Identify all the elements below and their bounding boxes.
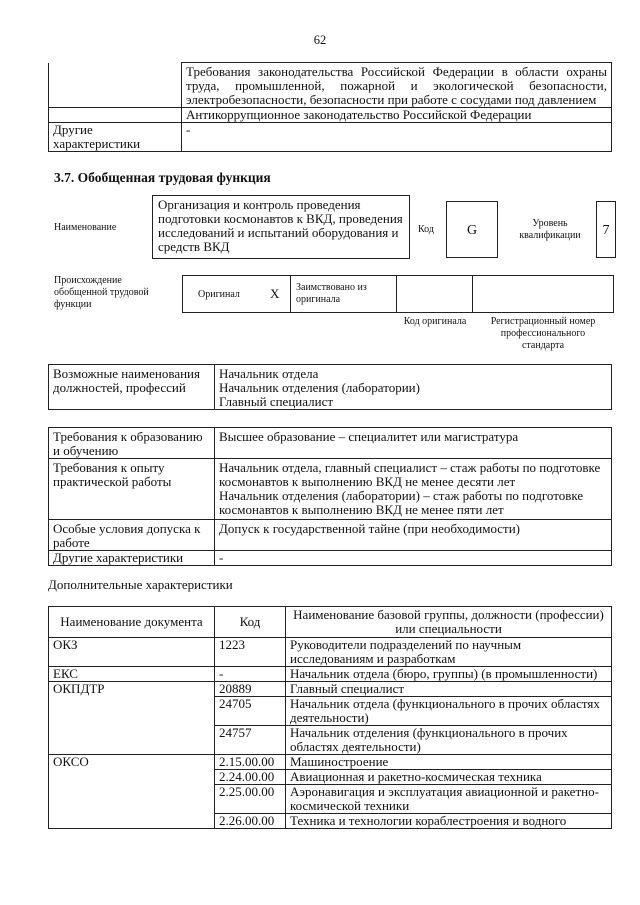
qualification-level-box (596, 201, 616, 258)
top-table-blank-cell (49, 63, 182, 108)
row-doc (49, 814, 215, 829)
row-name: Техника и технологии кораблестроения и водного (286, 814, 612, 829)
experience-item: Начальник отделения (лаборатории) – стаж работы по подготовке космонавтов к выполнению ВКД не менее пяти лет (219, 488, 584, 517)
row-code: 24757 (215, 726, 286, 755)
other-value: - (215, 551, 612, 566)
row-doc: ОКЗ (49, 638, 215, 667)
origin-divider-3 (472, 275, 473, 313)
positions-label: Возможные наименования должностей, профессий (49, 365, 215, 410)
row-name: Начальник отдела (бюро, группы) (в промышленности) (286, 667, 612, 682)
special-conditions-value: Допуск к государственной тайне (при необходимости) (215, 520, 612, 551)
header-code: Код (215, 607, 286, 638)
origin-divider-2 (396, 275, 397, 313)
other-label: Другие характеристики (49, 551, 215, 566)
qualification-level-label: Уровень квалификации (519, 218, 581, 241)
header-document: Наименование документа (49, 607, 215, 638)
position-item: Начальник отделения (лаборатории) (219, 380, 420, 395)
qualification-level-value: 7 (602, 223, 610, 238)
function-name-box (152, 195, 410, 259)
original-mark: X (270, 286, 280, 301)
section-title: 3.7. Обобщенная трудовая функция (54, 170, 271, 185)
function-name-text: Организация и контроль проведения подготовки космонавтов к ВКД, проведения исследований и испытаний оборудования и средств ВКД (158, 197, 403, 254)
row-code: 20889 (215, 682, 286, 697)
anticorruption-text: Антикоррупционное законодательство Российской Федерации (182, 108, 612, 123)
top-table-blank-cell-2 (49, 108, 182, 123)
req-line-3: электробезопасности, безопасности при работе с сосудами под давлением (186, 92, 597, 107)
code-value-box (446, 201, 498, 258)
row-name: Начальник отдела (функционального в прочих областях деятельности) (286, 697, 612, 726)
row-doc (49, 770, 215, 785)
row-doc: ОКСО (49, 755, 215, 770)
origin-label: Происхождение обобщенной трудовой функции (54, 275, 149, 310)
origin-box (182, 275, 614, 313)
positions-list (215, 365, 612, 410)
row-name: Авиационная и ракетно-космическая техника (286, 770, 612, 785)
requirements-table (48, 427, 612, 566)
row-doc (49, 726, 215, 755)
row-doc: ОКПДТР (49, 682, 215, 697)
experience-label: Требования к опыту практической работы (49, 459, 215, 520)
row-doc: ЕКС (49, 667, 215, 682)
row-code: 2.25.00.00 (215, 785, 286, 814)
header-name: Наименование базовой группы, должности (профессии) или специальности (286, 607, 612, 638)
row-name: Аэронавигация и эксплуатация авиационной и ракетно-космической техники (286, 785, 612, 814)
code-value: G (466, 223, 478, 238)
row-code: 2.24.00.00 (215, 770, 286, 785)
additional-table (48, 606, 612, 829)
name-label: Наименование (54, 222, 117, 233)
req-line-1: Требования законодательства Российской Федерации в области охраны (186, 64, 607, 79)
education-label: Требования к образованию и обучению (49, 428, 215, 459)
experience-value (215, 459, 612, 520)
row-code: 24705 (215, 697, 286, 726)
row-doc (49, 697, 215, 726)
req-line-2: труда, промышленной, пожарной и экологической безопасности, (186, 78, 607, 93)
page-number: 62 (313, 33, 327, 47)
row-name: Начальник отделения (функционального в прочих областях деятельности) (286, 726, 612, 755)
additional-title: Дополнительные характеристики (48, 577, 233, 592)
row-code: 2.26.00.00 (215, 814, 286, 829)
positions-table (48, 364, 612, 410)
row-doc (49, 785, 215, 814)
other-characteristics-label: Другие характеристики (49, 123, 182, 152)
row-name: Машиностроение (286, 755, 612, 770)
origin-divider-1 (290, 275, 291, 313)
requirements-cell (182, 63, 612, 108)
original-label: Оригинал (198, 289, 240, 300)
registration-number-caption: Регистрационный номер профессионального стандарта (490, 316, 596, 351)
original-code-caption: Код оригинала (403, 316, 467, 327)
position-item: Начальник отдела (219, 366, 319, 381)
borrowed-label: Заимствовано из оригинала (296, 282, 367, 305)
special-conditions-label: Особые условия допуска к работе (49, 520, 215, 551)
row-code: 1223 (215, 638, 286, 667)
education-value: Высшее образование – специалитет или магистратура (215, 428, 612, 459)
row-code: - (215, 667, 286, 682)
row-name: Главный специалист (286, 682, 612, 697)
position-item: Главный специалист (219, 394, 334, 409)
top-table (48, 62, 612, 152)
row-name: Руководители подразделений по научным исследованиям и разработкам (286, 638, 612, 667)
row-code: 2.15.00.00 (215, 755, 286, 770)
other-characteristics-value: - (182, 123, 612, 152)
code-label: Код (418, 224, 434, 235)
experience-item: Начальник отдела, главный специалист – стаж работы по подготовке космонавтов к выполнению ВКД не менее десяти лет (219, 460, 601, 489)
